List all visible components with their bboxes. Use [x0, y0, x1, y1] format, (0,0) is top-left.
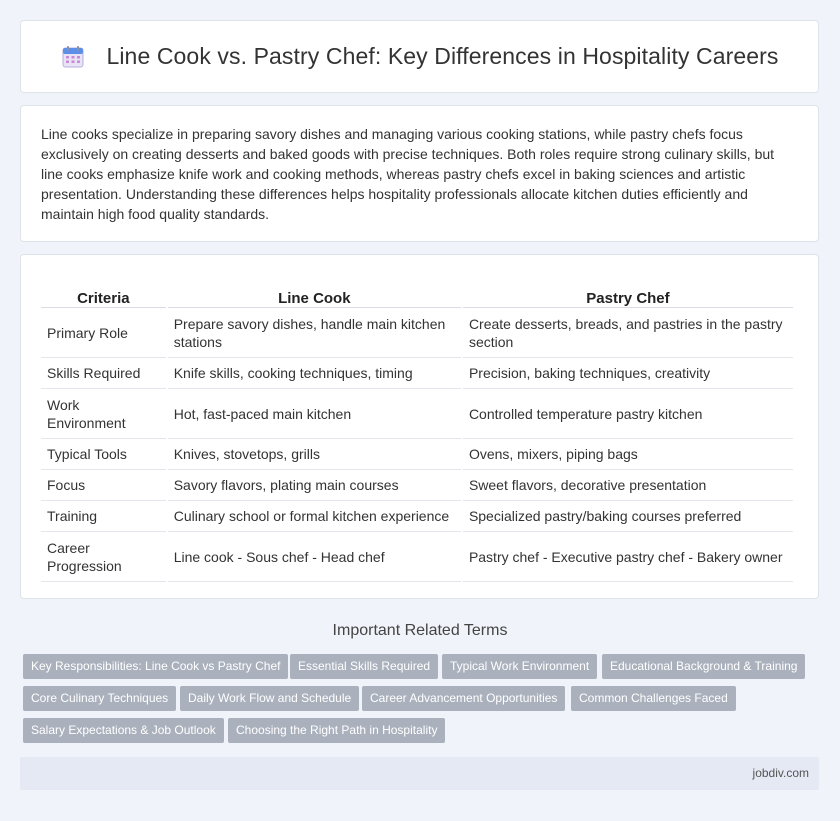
- criteria-cell: Primary Role: [41, 308, 166, 358]
- related-tag-work-environment[interactable]: Typical Work Environment: [442, 654, 597, 679]
- table-row: [41, 532, 793, 582]
- table-row: [41, 308, 793, 358]
- related-tag-choosing-path[interactable]: Choosing the Right Path in Hospitality: [228, 718, 445, 743]
- intro-card: [20, 105, 819, 242]
- header-card: [20, 20, 819, 93]
- table-row: [41, 358, 793, 389]
- line-cook-cell: Knife skills, cooking techniques, timing: [168, 358, 461, 389]
- related-terms-title: Important Related Terms: [332, 622, 508, 639]
- calendar-icon: [60, 44, 86, 70]
- related-tag-salary-outlook[interactable]: Salary Expectations & Job Outlook: [23, 718, 224, 743]
- intro-paragraph: Line cooks specialize in preparing savory dishes and managing various cooking stations, while pastry chefs focus exclusively on creating desserts and baked goods with precise techniques. Both roles require strong culinary skills, but line cooks emphasize knife work and cooking methods, whereas pastry chefs excel in baking sciences and artistic presentation. Understanding these differences helps hospitality professionals allocate kitchen duties efficiently and maintain high food quality standards.: [41, 126, 775, 222]
- pastry-chef-cell: Specialized pastry/baking courses preferred: [463, 501, 793, 532]
- criteria-cell: Typical Tools: [41, 439, 166, 470]
- related-tag-education-training[interactable]: Educational Background & Training: [602, 654, 805, 679]
- line-cook-cell: Hot, fast-paced main kitchen: [168, 389, 461, 439]
- header-pastry-chef: Pastry Chef: [463, 284, 793, 308]
- footer-site-link[interactable]: jobdiv.com: [752, 766, 809, 780]
- pastry-chef-cell: Controlled temperature pastry kitchen: [463, 389, 793, 439]
- criteria-cell: Focus: [41, 470, 166, 501]
- line-cook-cell: Knives, stovetops, grills: [168, 439, 461, 470]
- pastry-chef-cell: Create desserts, breads, and pastries in the pastry section: [463, 308, 793, 358]
- table-row: [41, 389, 793, 439]
- header-line-cook: Line Cook: [168, 284, 461, 308]
- related-tag-daily-work-flow[interactable]: Daily Work Flow and Schedule: [180, 686, 359, 711]
- table-row: [41, 439, 793, 470]
- pastry-chef-cell: Sweet flavors, decorative presentation: [463, 470, 793, 501]
- table-row: [41, 501, 793, 532]
- criteria-cell: Work Environment: [41, 389, 166, 439]
- line-cook-cell: Culinary school or formal kitchen experience: [168, 501, 461, 532]
- related-tag-key-responsibilities[interactable]: Key Responsibilities: Line Cook vs Pastry Chef: [23, 654, 288, 679]
- related-tag-common-challenges[interactable]: Common Challenges Faced: [571, 686, 736, 711]
- line-cook-cell: Savory flavors, plating main courses: [168, 470, 461, 501]
- pastry-chef-cell: Ovens, mixers, piping bags: [463, 439, 793, 470]
- pastry-chef-cell: Pastry chef - Executive pastry chef - Bakery owner: [463, 532, 793, 582]
- criteria-cell: Training: [41, 501, 166, 532]
- table-header-row: [41, 284, 793, 308]
- page-title: Line Cook vs. Pastry Chef: Key Differences in Hospitality Careers: [106, 43, 779, 69]
- comparison-table: [39, 284, 795, 582]
- criteria-cell: Skills Required: [41, 358, 166, 389]
- footer: [20, 757, 819, 790]
- line-cook-cell: Prepare savory dishes, handle main kitchen stations: [168, 308, 461, 358]
- line-cook-cell: Line cook - Sous chef - Head chef: [168, 532, 461, 582]
- pastry-chef-cell: Precision, baking techniques, creativity: [463, 358, 793, 389]
- comparison-card: [20, 254, 819, 599]
- related-tag-essential-skills[interactable]: Essential Skills Required: [290, 654, 438, 679]
- header: [21, 21, 818, 92]
- table-row: [41, 470, 793, 501]
- related-tag-core-techniques[interactable]: Core Culinary Techniques: [23, 686, 176, 711]
- related-tag-career-advancement[interactable]: Career Advancement Opportunities: [362, 686, 565, 711]
- criteria-cell: Career Progression: [41, 532, 166, 582]
- header-criteria: Criteria: [41, 284, 166, 308]
